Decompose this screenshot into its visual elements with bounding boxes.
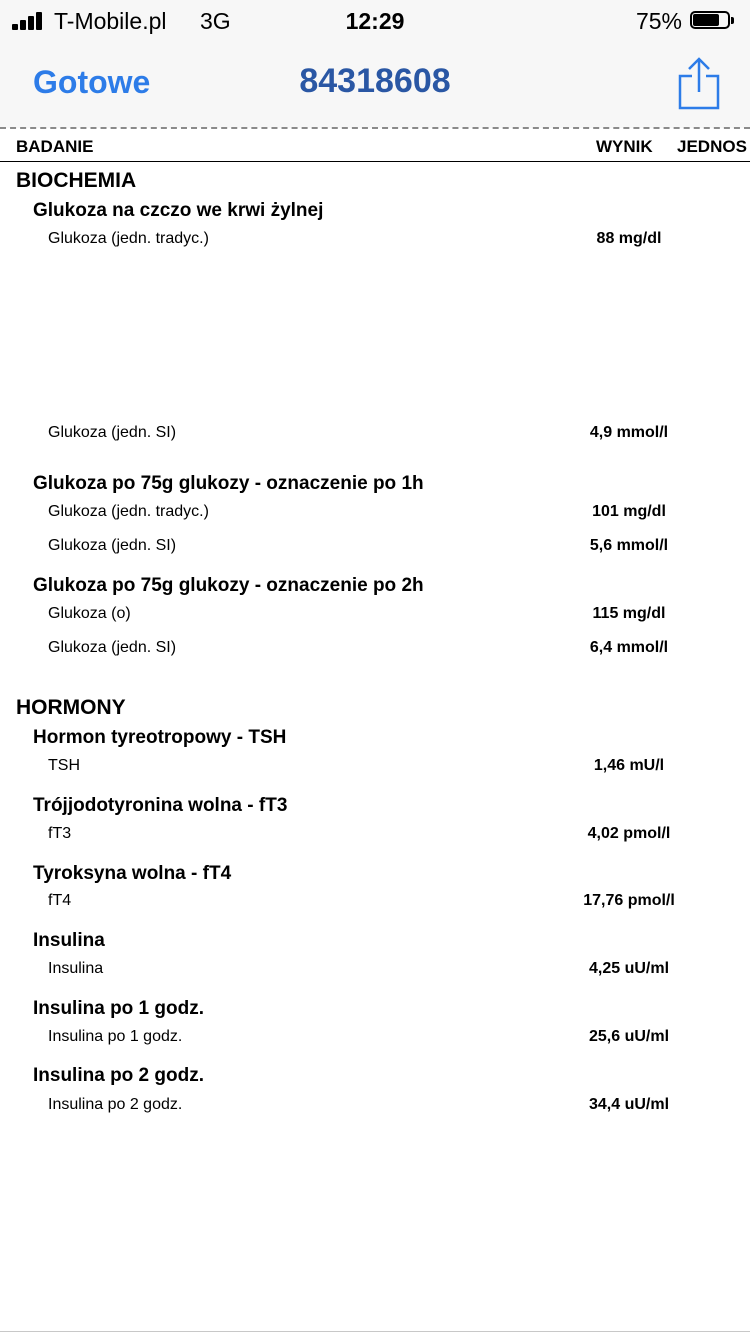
item-name: Glukoza (o): [48, 605, 131, 622]
header-unit: JEDNOS: [677, 137, 747, 156]
group-title: Hormon tyreotropowy - TSH: [33, 727, 287, 748]
page-title: 84318608: [299, 62, 451, 100]
section-title-biochemia: BIOCHEMIA: [16, 169, 137, 192]
top-bar: [0, 0, 750, 128]
done-button[interactable]: Gotowe: [33, 64, 151, 100]
status-time: 12:29: [345, 8, 405, 34]
table-header: [0, 134, 750, 160]
header-test: BADANIE: [16, 137, 94, 156]
group-title: Tyroksyna wolna - fT4: [33, 863, 232, 884]
item-value: 4,9 mmol/l: [589, 424, 669, 441]
group-title: Trójjodotyronina wolna - fT3: [33, 795, 288, 816]
item-name: fT3: [48, 825, 72, 842]
item-value: 4,02 pmol/l: [587, 825, 671, 842]
group-title: Insulina: [33, 930, 105, 951]
status-bar: [0, 0, 750, 40]
bottom-divider: [0, 1331, 750, 1332]
item-value: 5,6 mmol/l: [589, 537, 669, 554]
item-value: 17,76 pmol/l: [583, 892, 675, 909]
battery-percent: 75%: [635, 8, 682, 34]
group-title: Insulina po 1 godz.: [33, 998, 204, 1019]
item-value: 101 mg/dl: [592, 503, 666, 520]
battery-icon: [690, 11, 736, 31]
item-name: Glukoza (jedn. tradyc.): [48, 503, 209, 520]
share-icon: [676, 56, 722, 112]
item-value: 34,4 uU/ml: [588, 1096, 670, 1113]
item-name: Glukoza (jedn. tradyc.): [48, 230, 209, 247]
item-name: Glukoza (jedn. SI): [48, 639, 177, 656]
group-title: Glukoza po 75g glukozy - oznaczenie po 1h: [33, 473, 424, 494]
network-type: 3G: [200, 8, 231, 34]
navigation-bar: [0, 40, 750, 128]
section-title-hormony: HORMONY: [16, 696, 126, 719]
nav-divider: [0, 127, 750, 129]
item-name: Insulina po 2 godz.: [48, 1096, 183, 1113]
header-divider: [0, 161, 750, 162]
item-name: TSH: [48, 757, 80, 774]
item-value: 115 mg/dl: [592, 605, 666, 622]
item-name: Insulina po 1 godz.: [48, 1028, 183, 1045]
share-button[interactable]: [676, 56, 722, 112]
item-name: fT4: [48, 892, 72, 909]
carrier-name: T-Mobile.pl: [54, 8, 167, 34]
item-value: 4,25 uU/ml: [588, 960, 670, 977]
group-title: Insulina po 2 godz.: [33, 1065, 204, 1086]
item-name: Glukoza (jedn. SI): [48, 537, 177, 554]
item-value: 88 mg/dl: [596, 230, 662, 247]
group-title: Glukoza na czczo we krwi żylnej: [33, 200, 324, 221]
item-value: 25,6 uU/ml: [588, 1028, 670, 1045]
item-name: Glukoza (jedn. SI): [48, 424, 177, 441]
header-result: WYNIK: [596, 137, 653, 156]
item-name: Insulina: [48, 960, 104, 977]
item-value: 1,46 mU/l: [593, 757, 665, 774]
item-value: 6,4 mmol/l: [589, 639, 669, 656]
group-title: Glukoza po 75g glukozy - oznaczenie po 2h: [33, 575, 424, 596]
